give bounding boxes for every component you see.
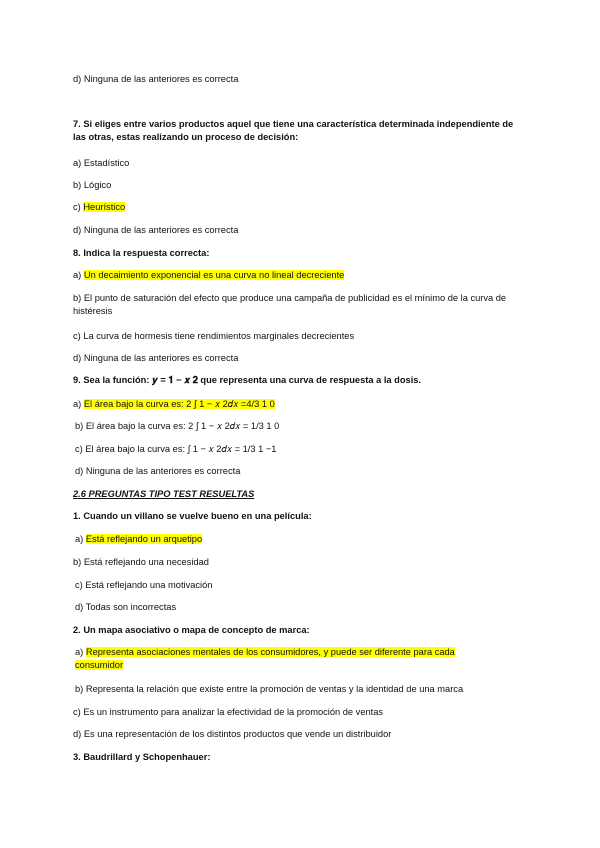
question-p3: 3. Baudrillard y Schopenhauer: bbox=[73, 752, 211, 762]
highlighted-answer: El área bajo la curva es: 2 ∫ 1 − 𝑥 2𝑑𝑥 =4/3 1 0 bbox=[83, 399, 275, 409]
question-p1: 1. Cuando un villano se vuelve bueno en una película: bbox=[73, 511, 312, 521]
p1-option-d: d) Todas son incorrectas bbox=[75, 602, 177, 612]
q9-option-a bbox=[73, 398, 275, 411]
p1-option-a bbox=[75, 533, 202, 546]
q8-option-d: d) Ninguna de las anteriores es correcta bbox=[73, 353, 239, 363]
p2-option-b: b) Representa la relación que existe entre la promoción de ventas y la identidad de una marca bbox=[75, 684, 464, 694]
p2-option-c: c) Es un instrumento para analizar la efectividad de la promoción de ventas bbox=[73, 707, 384, 717]
q8-option-c: c) La curva de hormesis tiene rendimientos marginales decrecientes bbox=[73, 331, 355, 341]
highlighted-answer: Heurístico bbox=[83, 202, 126, 212]
question-8: 8. Indica la respuesta correcta: bbox=[73, 248, 210, 258]
question-p2: 2. Un mapa asociativo o mapa de concepto de marca: bbox=[73, 625, 310, 635]
section-heading: 2.6 PREGUNTAS TIPO TEST RESUELTAS bbox=[73, 489, 255, 499]
p2-option-a bbox=[75, 646, 505, 672]
q9-option-d: d) Ninguna de las anteriores es correcta bbox=[75, 466, 241, 476]
question-7: 7. Si eliges entre varios productos aquel que tiene una característica determinada independiente de las otras, estas realizando un proceso de decisión: bbox=[73, 119, 514, 142]
q8-option-a bbox=[73, 269, 344, 282]
option-prefix: a) bbox=[73, 270, 84, 280]
q8-option-b: b) El punto de saturación del efecto que produce una campaña de publicidad es el mínimo de la curva de histéresis bbox=[73, 293, 507, 316]
p1-option-b: b) Está reflejando una necesidad bbox=[73, 557, 209, 567]
q7-option-a: a) Estadístico bbox=[73, 158, 130, 168]
p2-option-d: d) Es una representación de los distintos productos que vende un distribuidor bbox=[73, 729, 392, 739]
option-prefix: a) bbox=[75, 534, 86, 544]
option-prefix: c) bbox=[73, 202, 84, 212]
option-prefix: a) bbox=[73, 399, 84, 409]
option-prefix: a) bbox=[75, 647, 86, 657]
highlighted-answer: Un decaimiento exponencial es una curva no lineal decreciente bbox=[83, 270, 345, 280]
q9-option-b: b) El área bajo la curva es: 2 ∫ 1 − 𝑥 2𝑑𝑥 = 1/3 1 0 bbox=[75, 421, 280, 431]
question-9: 9. Sea la función: 𝒚 = 𝟏 − 𝒙 𝟐 que representa una curva de respuesta a la dosis. bbox=[73, 375, 422, 385]
q7-option-d: d) Ninguna de las anteriores es correcta bbox=[73, 225, 239, 235]
q7-option-c bbox=[73, 201, 125, 214]
p1-option-c: c) Está reflejando una motivación bbox=[75, 580, 213, 590]
highlighted-answer: Representa asociaciones mentales de los consumidores, y puede ser diferente para cada consumidor bbox=[75, 647, 455, 670]
q6-option-d: d) Ninguna de las anteriores es correcta bbox=[73, 74, 239, 84]
q7-option-b: b) Lógico bbox=[73, 180, 112, 190]
highlighted-answer: Está reflejando un arquetipo bbox=[85, 534, 203, 544]
q9-option-c: c) El área bajo la curva es: ∫ 1 − 𝑥 2𝑑𝑥 = 1/3 1 −1 bbox=[75, 444, 277, 454]
